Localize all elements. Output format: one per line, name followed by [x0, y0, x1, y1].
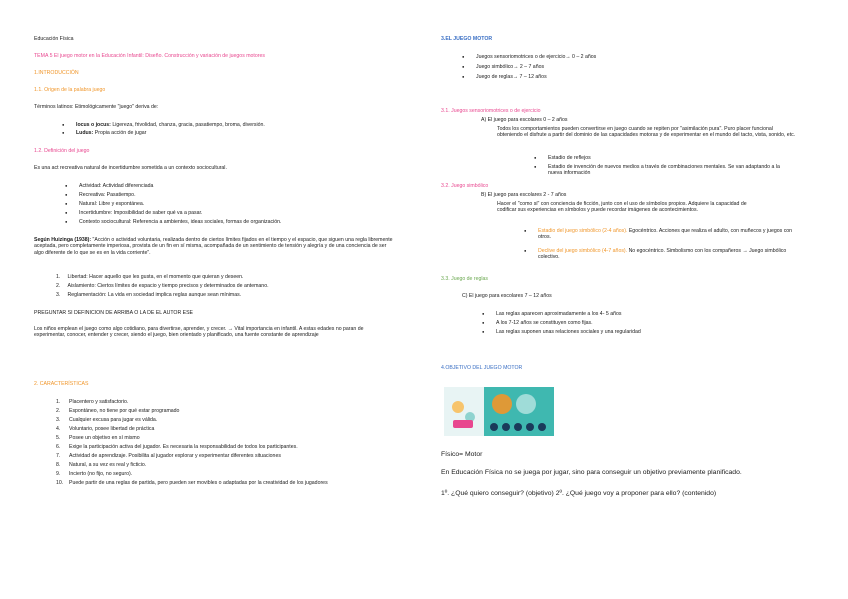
- section-1-title: 1.INTRODUCCIÓN: [34, 70, 79, 76]
- list-item: 3. Reglamentación: La vida en sociedad implica reglas aunque sean mínimas.: [56, 292, 242, 298]
- section-1-2-title: 1.2. Definición del juego: [34, 148, 90, 154]
- section-1-1-title: 1.1. Origen de la palabra juego: [34, 87, 106, 93]
- huizinga-quote: "Acción o actividad voluntaria, realizada dentro de ciertos límites fijados en el tiempo y el espacio, que siguen una regla libremente aceptada, pero completamente imperiosa, provista de un fin en sí misma, acompañada de un sentimiento de tensión y alegría y de una conciencia de ser algo diferente de lo que se es en la vida corriente".: [34, 237, 393, 256]
- symbolic-text: Hacer el "como si" con conciencia de ficción, junto con el uso de símbolos propios. Adquiere la capacidad de codificar sus experiencias en símbolos y puede recordar imágenes de acontecimientos.: [497, 201, 747, 214]
- latin-def: Propia acción de jugar: [94, 130, 147, 136]
- topic-title: TEMA 5 El juego motor en la Educación Infantil: Diseño. Construcción y variación de juegos motores: [34, 53, 265, 59]
- list-item: 8. Natural, a su vez es real y ficticio.: [56, 462, 147, 468]
- huizinga-author: Según Huizinga (1938):: [34, 237, 92, 243]
- subsection-c: C) El juego para escolares 7 – 12 años: [462, 293, 552, 299]
- huizinga-point: Aislamiento: Ciertos límites de espacio y tiempo precisos y determinados de antemano.: [67, 283, 269, 289]
- characteristic: Actividad de aprendizaje. Posibilita al jugador explorar y experimentar diferentes situaciones: [68, 453, 281, 459]
- section-3-2-title: 3.2. Juego simbólico: [441, 183, 489, 189]
- subsection-b: B) El juego para escolares 2 - 7 años: [481, 192, 567, 198]
- section-4-title: 4.OBJETIVO DEL JUEGO MOTOR: [441, 365, 523, 371]
- list-item: 3. Cualquier excusa para jugar es válida.: [56, 417, 158, 423]
- list-item: ● Estadio de reflejos: [548, 155, 591, 161]
- list-item: ● Actividad: Actividad diferenciada: [79, 183, 153, 189]
- list-item: 7. Actividad de aprendizaje. Posibilita al jugador explorar y experimentar diferentes situaciones: [56, 453, 281, 459]
- course-name: Educación Física: [34, 36, 74, 42]
- list-item: ● Las reglas suponen unas relaciones sociales y una regularidad: [496, 329, 641, 335]
- list-item: 2. Aislamiento: Ciertos límites de espacio y tiempo precisos y determinados de antemano.: [56, 283, 269, 289]
- latin-intro: Términos latinos: Etimológicamente "juego" deriva de:: [34, 104, 159, 110]
- stage-label: Estadio del juego simbólico (2-4 años).: [538, 228, 628, 234]
- latin-def: Ligereza, frivolidad, chanza, gracia, pasatiempo, broma, diversión.: [112, 122, 265, 128]
- list-item: ● Juego de reglas→ 7 – 12 años: [476, 74, 547, 80]
- section-3-title: 3.EL JUEGO MOTOR: [441, 36, 493, 42]
- characteristic: Voluntario, posee libertad de práctica: [68, 426, 155, 432]
- list-item: [76, 122, 265, 128]
- list-item: ● Natural: Libre y espontánea.: [79, 201, 144, 207]
- list-item: ● Juegos sensoriomotrices o de ejercicio→ 0 – 2 años: [476, 54, 596, 60]
- section-2-title: 2. CARACTERÍSTICAS: [34, 381, 89, 387]
- list-item: ● Recreativa: Pasatiempo.: [79, 192, 136, 198]
- list-item: ● A los 7-12 años se constituyen como fijas.: [496, 320, 593, 326]
- characteristic: Posee un objetivo en sí mismo: [68, 435, 140, 441]
- list-item: ● Incertidumbre: Imposibilidad de saber qué va a pasar.: [79, 210, 202, 216]
- characteristic: Incierto (no fijo, no seguro).: [68, 471, 133, 477]
- huizinga-point: Reglamentación: La vida en sociedad implica reglas aunque sean mínimas.: [67, 292, 242, 298]
- stage-text: Egocéntrico. Acciones que realiza el adulto, con muñecos y juegos con otros.: [538, 228, 793, 241]
- list-item: ● Contexto sociocultural: Referencia a ambientes, ideas sociales, formas de organización.: [79, 219, 281, 225]
- question-note: PREGUNTAR SI DEFINICION DE ARRIBA O LA DE EL AUTOR ESE: [34, 310, 194, 316]
- list-item: 9. Incierto (no fijo, no seguro).: [56, 471, 133, 477]
- section-3-3-title: 3.3. Juego de reglas: [441, 276, 489, 282]
- list-item: 4. Voluntario, posee libertad de práctica: [56, 426, 155, 432]
- characteristic: Espontáneo, no tiene por qué estar programado: [68, 408, 180, 414]
- characteristic: Placentero y satisfactorio.: [68, 399, 129, 405]
- children-paragraph: Los niños emplean el juego como algo cotidiano, para divertirse, aprender, y crecer. → Vital importancia en infantil. A estas edades no paran de experimentar, conocer, entender y crecer, siendo el juego, bien orientado y planificado, una fuente constante de aprendizaje: [34, 326, 364, 339]
- stage-label: Declive del juego simbólico (4-7 años).: [538, 248, 628, 254]
- list-item: 1. Libertad: Hacer aquello que les gusta, en el momento que quieran y deseen.: [56, 274, 244, 280]
- characteristic: Exige la participación activa del jugador. Es necesaria la responsabilidad de todos los participantes.: [68, 444, 298, 450]
- list-item: 2. Espontáneo, no tiene por qué estar programado: [56, 408, 180, 414]
- list-item: [76, 130, 146, 136]
- latin-term: Ludus:: [76, 130, 94, 136]
- fisico-motor: Físico= Motor: [441, 451, 483, 458]
- list-item: 5. Posee un objetivo en sí mismo: [56, 435, 140, 441]
- huizinga-point: Libertad: Hacer aquello que les gusta, en el momento que quieran y deseen.: [67, 274, 244, 280]
- characteristic: Puede partir de una reglas de partida, pero pueden ser movibles o adaptadas por la creatividad de los jugadores: [68, 480, 328, 486]
- list-item: [538, 248, 798, 261]
- list-item: ● Estadio de invención de nuevos medios a través de combinaciones mentales. Se van adaptando a la nueva información: [548, 164, 793, 177]
- section-3-1-title: 3.1. Juegos sensoriomotrices o de ejercicio: [441, 108, 541, 114]
- list-item: 1. Placentero y satisfactorio.: [56, 399, 129, 405]
- objective-text: En Educación Física no se juega por jugar, sino para conseguir un objetivo previamente planificado.: [441, 469, 742, 476]
- subsection-a: A) El juego para escolares 0 – 2 años: [481, 117, 568, 123]
- list-item: ● Las reglas aparecen aproximadamente a los 4- 5 años: [496, 311, 621, 317]
- list-item: [538, 228, 793, 241]
- huizinga-paragraph: [34, 237, 394, 256]
- list-item: 10. Puede partir de una reglas de partida, pero pueden ser movibles o adaptadas por la creatividad de los jugadores: [56, 480, 328, 486]
- objective-illustration: [444, 387, 554, 436]
- characteristic: Natural, a su vez es real y ficticio.: [68, 462, 147, 468]
- list-item: 6. Exige la participación activa del jugador. Es necesaria la responsabilidad de todos los participantes.: [56, 444, 298, 450]
- illustration-svg: [444, 387, 554, 436]
- stage-text: No egocéntrico. Simbolismo con los compañeros → Juego simbólico colectivo.: [538, 248, 787, 261]
- characteristic: Cualquier excusa para jugar es válida.: [68, 417, 158, 423]
- objective-questions: 1º. ¿Qué quiero conseguir? (objetivo) 2º. ¿Qué juego voy a proponer para ello? (contenido): [441, 490, 717, 497]
- sensorimotor-text: Todos los comportamientos pueden convertirse en juego cuando se repiten por "asimilación pura". Puro placer funcional obteniendo el disfrute a partir del dominio de las capacidades motoras y de experimentar en el mundo del tacto, vista, sonido, etc.: [497, 126, 796, 139]
- latin-term: Iocus o jocus:: [76, 122, 111, 128]
- definition-text: Es una act recreativa natural de incertidumbre sometida a un contexto sociocultural.: [34, 165, 227, 171]
- list-item: ● Juego simbólico→ 2 – 7 años: [476, 64, 544, 70]
